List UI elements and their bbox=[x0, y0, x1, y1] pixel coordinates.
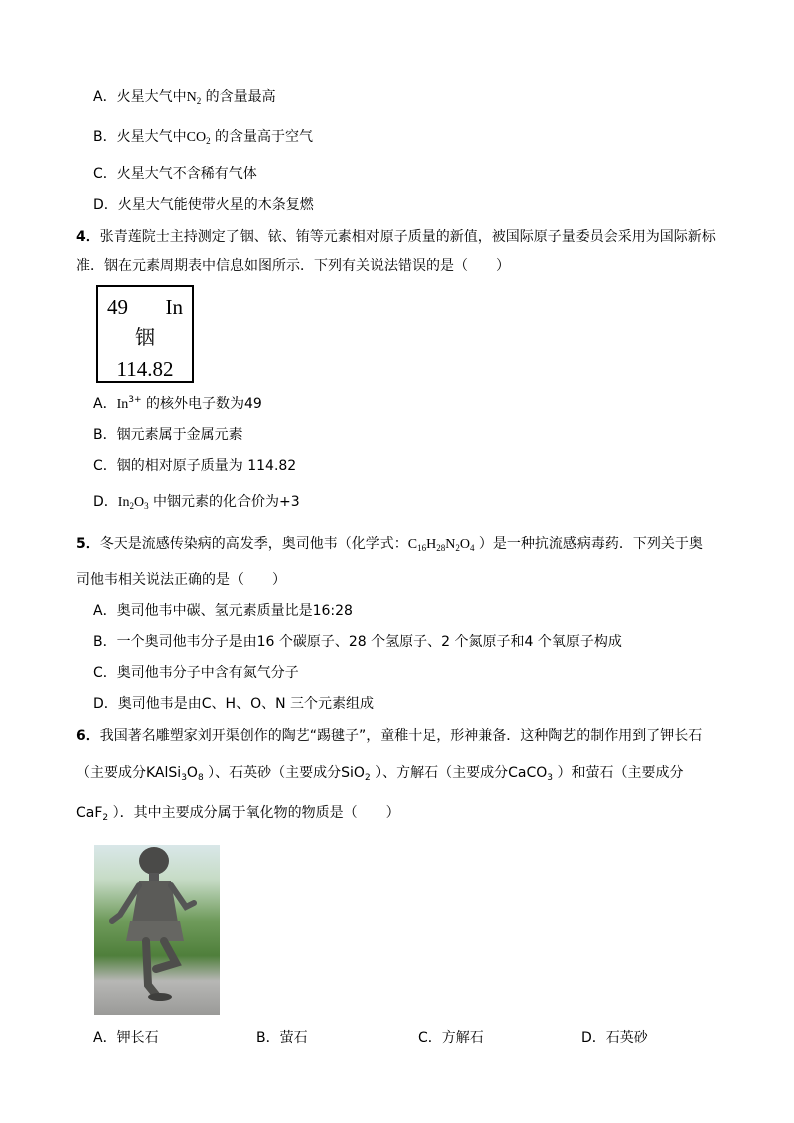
q6-stem-line2: （主要成分$KAlSi_3O_8$ ）、石英砂（主要成分SiO$_2$ ）、方解石（主要成分CaCO$_3$ ）和萤石（主要成分 bbox=[76, 765, 684, 783]
q4-option-a[interactable]: A．$In^{3+}$ 的核外电子数为49 bbox=[93, 395, 262, 412]
q3-option-c[interactable]: C．火星大气不含稀有气体 bbox=[93, 166, 257, 182]
q6-option-a[interactable]: A．钾长石 bbox=[93, 1030, 159, 1046]
q6-option-b[interactable]: B．萤石 bbox=[256, 1030, 308, 1046]
q4-stem-line1: 4．张青莲院士主持测定了铟、铱、铕等元素相对原子质量的新值，被国际原子量委员会采用为国际新标 bbox=[76, 229, 716, 245]
q6-stem-line1: 6．我国著名雕塑家刘开渠创作的陶艺“踢毽子”，童稚十足，形神兼备．这种陶艺的制作用到了钾长石 bbox=[76, 728, 703, 744]
q3-option-b[interactable]: B．火星大气中$CO_2$ 的含量高于空气 bbox=[93, 129, 314, 146]
q4-option-c[interactable]: C．铟的相对原子质量为 114.82 bbox=[93, 458, 297, 474]
element-card-indium bbox=[96, 285, 194, 383]
q3-option-a[interactable]: A．火星大气中$N_2$ 的含量最高 bbox=[93, 89, 276, 106]
element-name: 铟 bbox=[135, 325, 155, 349]
sculpture-figure-illustration bbox=[94, 845, 220, 1015]
q6-stem-line3: CaF$_2$ ）．其中主要成分属于氧化物的物质是（ ） bbox=[76, 805, 400, 823]
q6-option-c[interactable]: C．方解石 bbox=[418, 1030, 484, 1046]
q5-formula: $C_{16}H_{28}N_2O_4$ bbox=[407, 537, 475, 553]
q5-option-c[interactable]: C．奥司他韦分子中含有氮气分子 bbox=[93, 665, 299, 681]
q5-option-a[interactable]: A．奥司他韦中碳、氢元素质量比是16:28 bbox=[93, 603, 353, 619]
q5-option-d[interactable]: D．奥司他韦是由C、H、O、N 三个元素组成 bbox=[93, 696, 375, 712]
sculpture-photo bbox=[94, 845, 220, 1015]
element-symbol: In bbox=[165, 295, 183, 319]
atomic-number: 49 bbox=[107, 295, 128, 319]
atomic-mass: 114.82 bbox=[116, 357, 174, 381]
q5-stem-line1: 5．冬天是流感传染病的高发季，奥司他韦（化学式：$C_{16}H_{28}N_2O_4$ ）是一种抗流感病毒药．下列关于奥 bbox=[76, 536, 703, 553]
q5-option-b[interactable]: B．一个奥司他韦分子是由16 个碳原子、28 个氢原子、2 个氮原子和4 个氧原子构成 bbox=[93, 634, 622, 650]
q3-option-d[interactable]: D．火星大气能使带火星的木条复燃 bbox=[93, 197, 314, 213]
q5-stem-line2: 司他韦相关说法正确的是（ ） bbox=[76, 572, 286, 588]
q4-stem-line2: 准．铟在元素周期表中信息如图所示．下列有关说法错误的是（ ） bbox=[76, 258, 510, 274]
q4-option-d[interactable]: D．$In_2O_3$ 中铟元素的化合价为+3 bbox=[93, 494, 300, 511]
q6-option-d[interactable]: D．石英砂 bbox=[581, 1030, 648, 1046]
q4-option-b[interactable]: B．铟元素属于金属元素 bbox=[93, 427, 243, 443]
